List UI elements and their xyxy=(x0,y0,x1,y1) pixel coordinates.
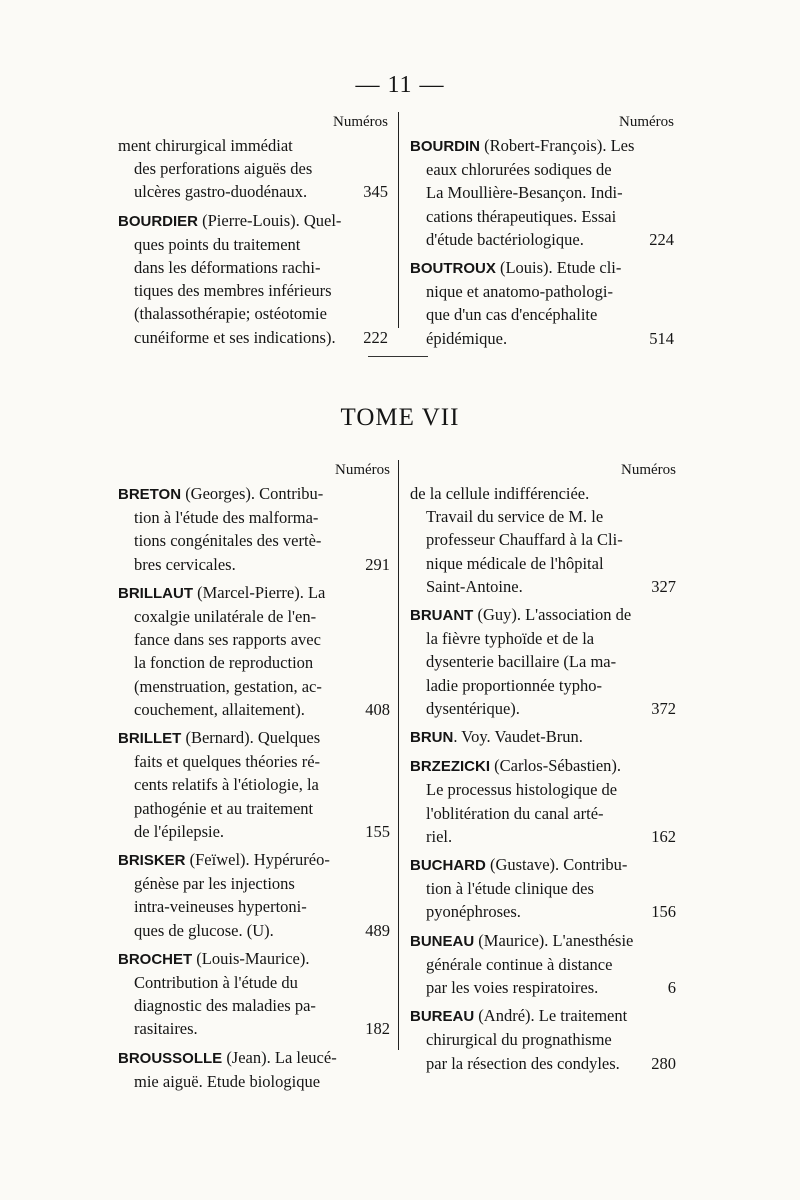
entry-text: ques de glucose. (U). xyxy=(134,920,274,940)
entry-text: bres cervicales. xyxy=(134,554,236,574)
entry-text: génèse par les injections xyxy=(134,874,295,894)
entry-text: cations thérapeutiques. Essai xyxy=(426,206,617,226)
entry-text: dans les déformations rachi- xyxy=(134,258,321,278)
entry-text: (thalassothérapie; ostéotomie xyxy=(134,304,327,324)
entry-line xyxy=(118,675,390,698)
entry-line xyxy=(118,180,388,203)
entry-text: Le processus histologique de xyxy=(426,780,618,800)
entry-text: La Moullière-Besançon. Indi- xyxy=(426,183,623,203)
section-title: TOME VII xyxy=(340,404,460,431)
entry-text: professeur Chauffard à la Cli- xyxy=(426,530,623,550)
entry-text: dysenterie bacillaire (La ma- xyxy=(426,652,617,672)
entry-text: fance dans ses rapports avec xyxy=(134,630,321,650)
entry-line xyxy=(118,820,390,843)
entry-line xyxy=(410,929,676,953)
entry-text: cents relatifs à l'étiologie, la xyxy=(134,775,319,795)
entry-text: (Robert-François). Les xyxy=(480,136,635,155)
thesis-number: 224 xyxy=(649,229,674,249)
entry-text: tion à l'étude des malforma- xyxy=(134,508,319,528)
entry-line xyxy=(118,773,390,796)
entry-text: rasitaires. xyxy=(134,1019,198,1039)
entry-line xyxy=(118,506,390,529)
index-entry xyxy=(118,1046,390,1093)
index-entry xyxy=(410,929,676,1000)
entry-line xyxy=(118,797,390,820)
entry-line xyxy=(410,877,676,900)
thesis-number: 222 xyxy=(363,327,388,347)
entry-text: (Carlos-Sébastien). xyxy=(490,756,622,776)
entry-text: (Georges). Contribu- xyxy=(181,484,324,503)
author-name: BOUTROUX xyxy=(410,260,496,278)
entry-line xyxy=(410,505,676,528)
entry-line xyxy=(118,848,390,872)
entry-text: dysentérique). xyxy=(426,698,520,718)
numeros-header: Numéros xyxy=(335,462,390,478)
author-name: BOURDIER xyxy=(118,212,199,230)
author-name: BROUSSOLLE xyxy=(118,1049,223,1067)
entry-line xyxy=(410,303,674,326)
entry-text: eaux chlorurées sodiques de xyxy=(426,160,612,180)
bottom-column-divider xyxy=(398,460,399,1050)
author-name: BRUANT xyxy=(410,607,474,625)
index-entry xyxy=(118,482,390,576)
entry-text: ladie proportionnée typho- xyxy=(426,675,602,695)
index-entry xyxy=(410,1004,676,1075)
entry-line xyxy=(410,650,676,673)
entry-text: pathogénie et au traitement xyxy=(134,798,314,818)
author-name: BRETON xyxy=(118,486,182,503)
entry-line xyxy=(410,778,676,801)
entry-text: par les voies respiratoires. xyxy=(426,978,599,998)
entry-text: Contribution à l'étude du xyxy=(134,973,298,993)
thesis-number: 280 xyxy=(651,1053,676,1073)
author-name: BRILLAUT xyxy=(118,584,193,602)
index-entry xyxy=(410,603,676,720)
entry-text: mie aiguë. Etude biologique xyxy=(134,1071,321,1091)
top-left-column xyxy=(118,112,388,354)
entry-line xyxy=(118,895,390,918)
numeros-header: Numéros xyxy=(621,462,676,478)
entry-text: intra-veineuses hypertoni- xyxy=(134,897,307,917)
entry-line xyxy=(118,553,390,576)
thesis-number: 372 xyxy=(651,698,676,718)
entry-text: des perforations aiguës des xyxy=(134,159,313,179)
entry-line xyxy=(410,256,674,280)
bottom-left-column xyxy=(118,460,390,1098)
entry-text: Travail du service de M. le xyxy=(426,507,604,527)
entry-text: par la résection des condyles. xyxy=(426,1053,620,1073)
entry-line xyxy=(118,651,390,674)
entry-line xyxy=(118,1017,390,1040)
entry-line xyxy=(410,953,676,976)
entry-text: (Maurice). L'anesthésie xyxy=(474,930,634,950)
top-right-column xyxy=(410,112,674,355)
entry-text: (menstruation, gestation, ac- xyxy=(134,676,322,696)
entry-line xyxy=(410,482,676,505)
entry-text: (André). Le traitement xyxy=(474,1006,628,1026)
entry-line xyxy=(410,205,674,228)
author-name: BUNEAU xyxy=(410,932,475,950)
numeros-header: Numéros xyxy=(619,114,674,130)
entry-line xyxy=(118,302,388,325)
author-name: BRZEZICKI xyxy=(410,758,490,776)
entry-line xyxy=(118,529,390,552)
thesis-number: 514 xyxy=(649,328,674,348)
entry-text: l'oblitération du canal arté- xyxy=(426,803,604,823)
entry-line xyxy=(410,1004,676,1028)
entry-line xyxy=(118,233,388,256)
entry-line xyxy=(410,158,674,181)
entry-line xyxy=(410,754,676,778)
entry-line xyxy=(410,627,676,650)
entry-text: (Louis-Maurice). xyxy=(192,948,310,968)
entry-line xyxy=(410,725,676,749)
index-entry xyxy=(410,725,676,749)
entry-text: nique médicale de l'hôpital xyxy=(426,553,604,573)
index-entry xyxy=(410,754,676,848)
entry-line xyxy=(410,900,676,923)
index-entry xyxy=(118,848,390,942)
entry-text: ulcères gastro-duodénaux. xyxy=(134,182,308,202)
author-name: BUCHARD xyxy=(410,857,486,875)
entry-text: (Bernard). Quelques xyxy=(181,728,321,748)
entry-text: la fonction de reproduction xyxy=(134,653,314,673)
top-column-divider xyxy=(398,112,399,328)
bottom-right-column xyxy=(410,460,676,1080)
entry-text: cunéiforme et ses indications). xyxy=(134,327,336,347)
entry-line xyxy=(118,326,388,349)
author-name: BRUN xyxy=(410,729,454,747)
entry-line xyxy=(410,853,676,877)
entry-line xyxy=(118,919,390,942)
thesis-number: 156 xyxy=(651,902,676,922)
thesis-number: 182 xyxy=(365,1019,390,1039)
entry-text: (Jean). La leucé- xyxy=(222,1047,337,1067)
entry-line xyxy=(118,994,390,1017)
entry-line xyxy=(118,256,388,279)
entry-text: pyonéphroses. xyxy=(426,902,521,922)
entry-text: tions congénitales des vertè- xyxy=(134,531,322,551)
thesis-number: 408 xyxy=(365,699,390,719)
entry-text: (Guy). L'association de xyxy=(473,605,632,625)
section-divider xyxy=(368,356,428,357)
entry-line xyxy=(410,976,676,999)
entry-line xyxy=(410,575,676,598)
entry-line xyxy=(410,603,676,627)
entry-text: d'étude bactériologique. xyxy=(426,229,584,249)
thesis-number: 345 xyxy=(363,182,388,202)
index-entry xyxy=(118,726,390,843)
entry-line xyxy=(410,134,674,158)
entry-text: de l'épilepsie. xyxy=(134,821,225,841)
entry-line xyxy=(410,802,676,825)
entry-text: (Gustave). Contribu- xyxy=(485,855,628,875)
index-entry xyxy=(410,256,674,350)
entry-line xyxy=(118,134,388,157)
author-name: BUREAU xyxy=(410,1008,475,1026)
entry-line xyxy=(118,872,390,895)
entry-text: ment chirurgical immédiat xyxy=(118,136,293,155)
entry-line xyxy=(410,674,676,697)
author-name: BRISKER xyxy=(118,852,186,870)
author-name: BOURDIN xyxy=(410,138,480,155)
entry-text: . Voy. Vaudet-Brun. xyxy=(453,727,583,747)
thesis-number: 162 xyxy=(651,826,676,846)
entry-line xyxy=(118,279,388,302)
entry-line xyxy=(410,327,674,350)
entry-line xyxy=(118,581,390,605)
entry-line xyxy=(118,209,388,233)
entry-line xyxy=(410,1028,676,1051)
entry-text: épidémique. xyxy=(426,328,508,348)
entry-text: diagnostic des maladies pa- xyxy=(134,996,316,1016)
entry-text: riel. xyxy=(426,826,453,846)
index-entry xyxy=(118,947,390,1041)
entry-line xyxy=(410,228,674,251)
entry-text: que d'un cas d'encéphalite xyxy=(426,305,598,325)
thesis-number: 489 xyxy=(365,920,390,940)
entry-text: chirurgical du prognathisme xyxy=(426,1030,612,1050)
author-name: BROCHET xyxy=(118,950,193,968)
entry-line xyxy=(118,482,390,506)
entry-line xyxy=(410,552,676,575)
entry-text: (Louis). Etude cli- xyxy=(495,258,622,278)
entry-text: générale continue à distance xyxy=(426,954,613,974)
entry-text: tiques des membres inférieurs xyxy=(134,281,332,301)
entry-line xyxy=(118,750,390,773)
thesis-number: 327 xyxy=(651,576,676,596)
entry-text: de la cellule indifférenciée. xyxy=(410,484,590,503)
thesis-number: 291 xyxy=(365,554,390,574)
entry-text: Saint-Antoine. xyxy=(426,576,523,596)
entry-text: faits et quelques théories ré- xyxy=(134,752,321,772)
author-name: BRILLET xyxy=(118,730,182,748)
thesis-number: 6 xyxy=(667,978,676,998)
entry-line xyxy=(118,157,388,180)
entry-text: nique et anatomo-pathologi- xyxy=(426,282,613,302)
entry-line xyxy=(118,698,390,721)
entry-line xyxy=(410,697,676,720)
entry-line xyxy=(118,971,390,994)
index-entry xyxy=(410,853,676,924)
entry-line xyxy=(410,280,674,303)
entry-line xyxy=(118,1070,390,1093)
entry-text: (Marcel-Pierre). La xyxy=(193,582,326,602)
index-entry xyxy=(118,209,388,349)
entry-line xyxy=(118,726,390,750)
entry-line xyxy=(118,605,390,628)
index-entry xyxy=(118,134,388,204)
index-entry xyxy=(410,134,674,251)
page-number: — 11 — xyxy=(355,72,445,98)
entry-line xyxy=(118,628,390,651)
thesis-number: 155 xyxy=(365,821,390,841)
entry-line xyxy=(118,1046,390,1070)
numeros-header: Numéros xyxy=(333,114,388,130)
entry-text: (Feïwel). Hypéruréo- xyxy=(185,850,330,870)
entry-line xyxy=(410,825,676,848)
entry-line xyxy=(410,1052,676,1075)
entry-text: ques points du traitement xyxy=(134,234,301,254)
entry-line xyxy=(410,528,676,551)
entry-text: tion à l'étude clinique des xyxy=(426,879,594,899)
entry-text: la fièvre typhoïde et de la xyxy=(426,629,595,649)
entry-text: coxalgie unilatérale de l'en- xyxy=(134,607,317,627)
index-entry xyxy=(410,482,676,598)
entry-text: (Pierre-Louis). Quel- xyxy=(198,210,342,230)
entry-line xyxy=(118,947,390,971)
index-entry xyxy=(118,581,390,721)
entry-text: couchement, allaitement). xyxy=(134,699,305,719)
entry-line xyxy=(410,181,674,204)
